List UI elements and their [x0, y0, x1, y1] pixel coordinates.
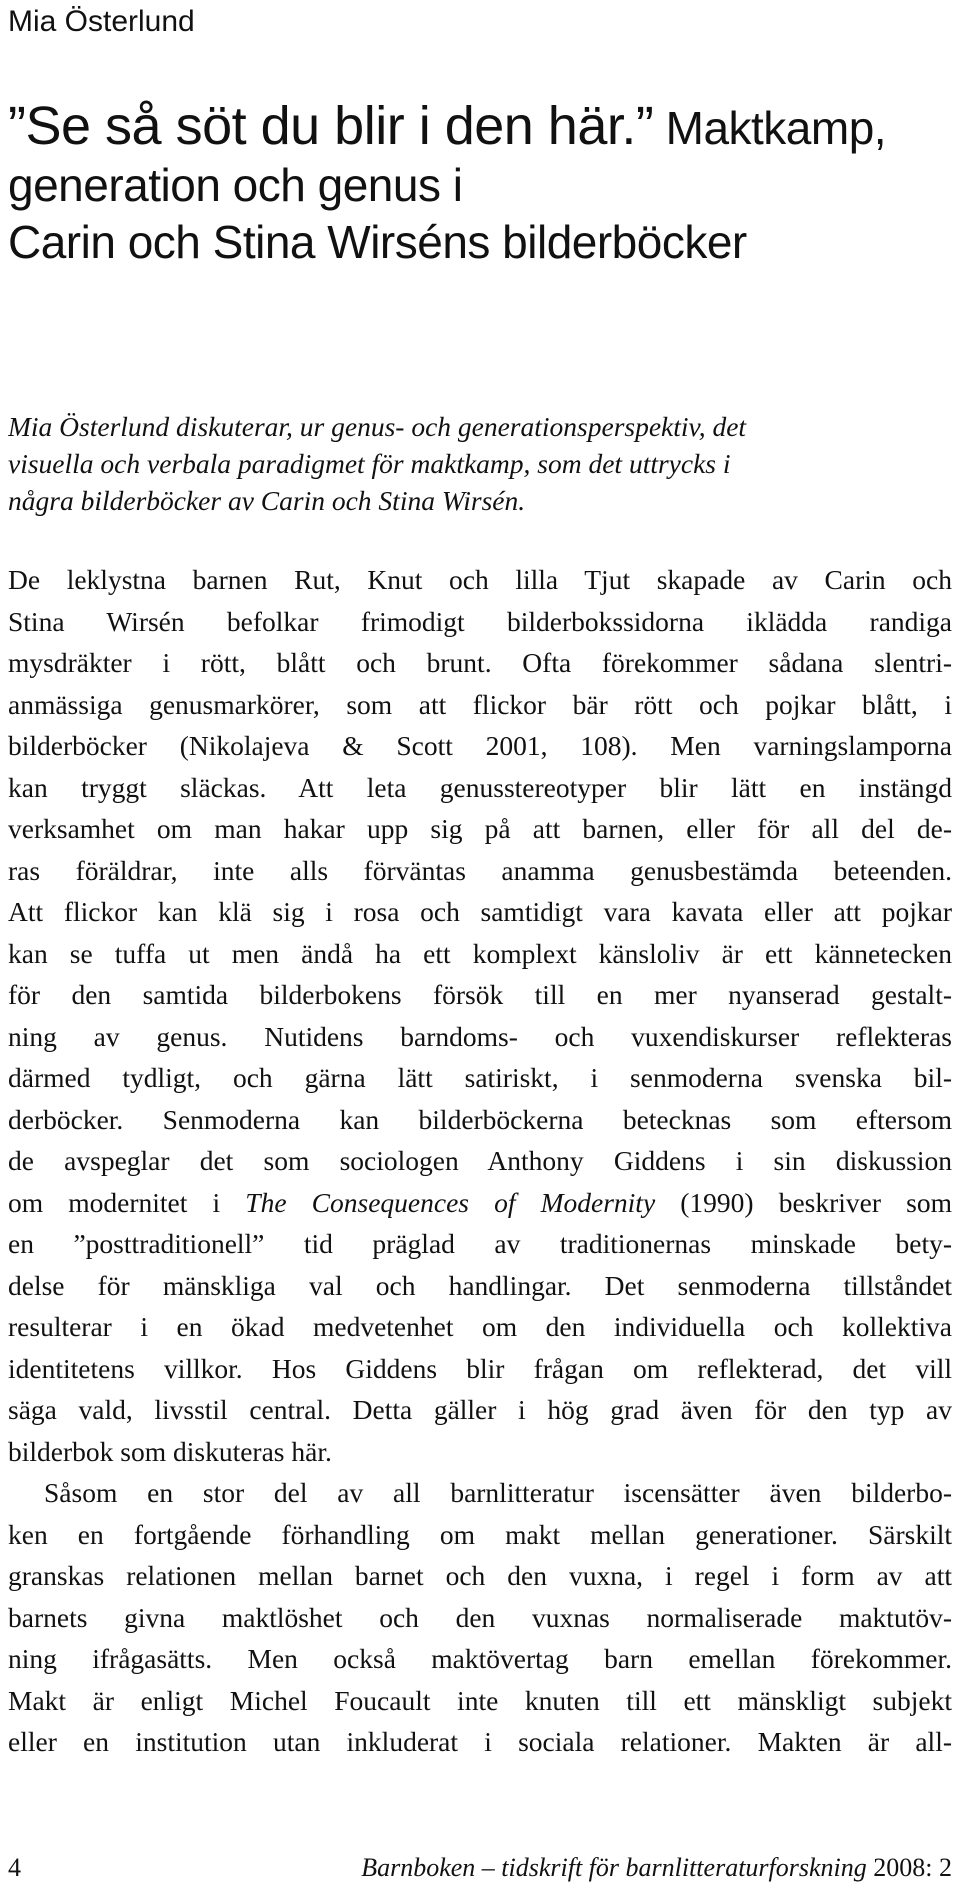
- journal-title: Barnboken – tidskrift för barnlitteraturforskning: [361, 1853, 867, 1882]
- body-line: ning ifrågasätts. Men också maktövertag barn emellan förekommer.: [8, 1643, 952, 1674]
- body-line: ken en fortgående förhandling om makt mellan generationer. Särskilt: [8, 1518, 952, 1550]
- body-text-fragment: om modernitet i: [8, 1186, 246, 1218]
- body-line: eller en institution utan inkluderat i sociala relationer. Makten är all-: [8, 1726, 952, 1757]
- body-line: kan tryggt släckas. Att leta genusstereotyper blir lätt en instängd: [8, 771, 952, 803]
- author-name: Mia Österlund: [8, 5, 195, 38]
- body-line: identitetens villkor. Hos Giddens blir frågan om reflekterad, det vill: [8, 1352, 952, 1384]
- abstract-line: Mia Österlund diskuterar, ur genus- och generationsperspektiv, det: [8, 411, 747, 442]
- title-line-1: [8, 98, 958, 157]
- body-line: därmed tydligt, och gärna lätt satiriskt, i senmoderna svenska bil-: [8, 1062, 952, 1093]
- page-footer: [8, 1852, 952, 1884]
- body-line: Att flickor kan klä sig i rosa och samtidigt vara kavata eller att pojkar: [8, 896, 952, 927]
- body-line: Makt är enligt Michel Foucault inte knuten till ett mänskligt subjekt: [8, 1684, 952, 1716]
- abstract-line: visuella och verbala paradigmet för maktkamp, som det uttrycks i: [8, 448, 731, 479]
- body-line: derböcker. Senmoderna kan bilderböckerna betecknas som eftersom: [8, 1103, 952, 1135]
- body-line: de avspeglar det som sociologen Anthony Giddens i sin diskussion: [8, 1145, 952, 1176]
- title-quote: ”Se så söt du blir i den här.”: [8, 96, 654, 156]
- body-line: verksamhet om man hakar upp sig på att barnen, eller för all del de-: [8, 813, 952, 844]
- body-line: bilderbok som diskuteras här.: [8, 1435, 332, 1467]
- title-line-2: generation och genus i: [8, 159, 463, 211]
- journal-issue: 2008: 2: [866, 1853, 952, 1882]
- title-line-3: Carin och Stina Wirséns bilderböcker: [8, 216, 747, 268]
- body-line: ning av genus. Nutidens barndoms- och vuxendiskurser reflekteras: [8, 1020, 952, 1052]
- body-line: bilderböcker (Nikolajeva & Scott 2001, 108). Men varningslamporna: [8, 730, 952, 761]
- body-line: barnets givna maktlöshet och den vuxnas normaliserade maktutöv-: [8, 1601, 952, 1633]
- journal-name: [361, 1852, 952, 1884]
- body-line: en ”posttraditionell” tid präglad av traditionernas minskade bety-: [8, 1228, 952, 1259]
- body-line: kan se tuffa ut men ändå ha ett komplext känsloliv är ett kännetecken: [8, 937, 952, 969]
- body-line: anmässiga genusmarkörer, som att flickor bär rött och pojkar blått, i: [8, 688, 952, 720]
- cited-book-title: The Consequences of Modernity: [245, 1186, 656, 1218]
- body-line: delse för mänskliga val och handlingar. Det senmoderna tillståndet: [8, 1269, 952, 1301]
- article-title: [8, 98, 958, 271]
- body-line: för den samtida bilderbokens försök till en mer nyanserad gestalt-: [8, 979, 952, 1010]
- body-text: [8, 559, 952, 1763]
- abstract-line: några bilderböcker av Carin och Stina Wirsén.: [8, 485, 526, 516]
- body-line: Såsom en stor del av all barnlitteratur iscensätter även bilderbo-: [44, 1477, 952, 1508]
- body-line-with-citation: [8, 1182, 952, 1224]
- body-line: ras föräldrar, inte alls förväntas anamma genusbestämda beteenden.: [8, 854, 952, 886]
- body-line: mysdräkter i rött, blått och brunt. Ofta förekommer sådana slentri-: [8, 647, 952, 678]
- body-line: De leklystna barnen Rut, Knut och lilla Tjut skapade av Carin och: [8, 564, 952, 595]
- title-line1-rest: Maktkamp,: [665, 102, 887, 154]
- body-line: resulterar i en ökad medvetenhet om den individuella och kollektiva: [8, 1311, 952, 1342]
- body-line: granskas relationen mellan barnet och den vuxna, i regel i form av att: [8, 1560, 952, 1591]
- abstract: [8, 408, 948, 519]
- body-line: säga vald, livsstil central. Detta gäller i hög grad även för den typ av: [8, 1394, 952, 1425]
- body-text-fragment: (1990) beskriver som: [655, 1186, 952, 1218]
- page-number: 4: [8, 1853, 21, 1882]
- body-line: Stina Wirsén befolkar frimodigt bilderbokssidorna iklädda randiga: [8, 605, 952, 637]
